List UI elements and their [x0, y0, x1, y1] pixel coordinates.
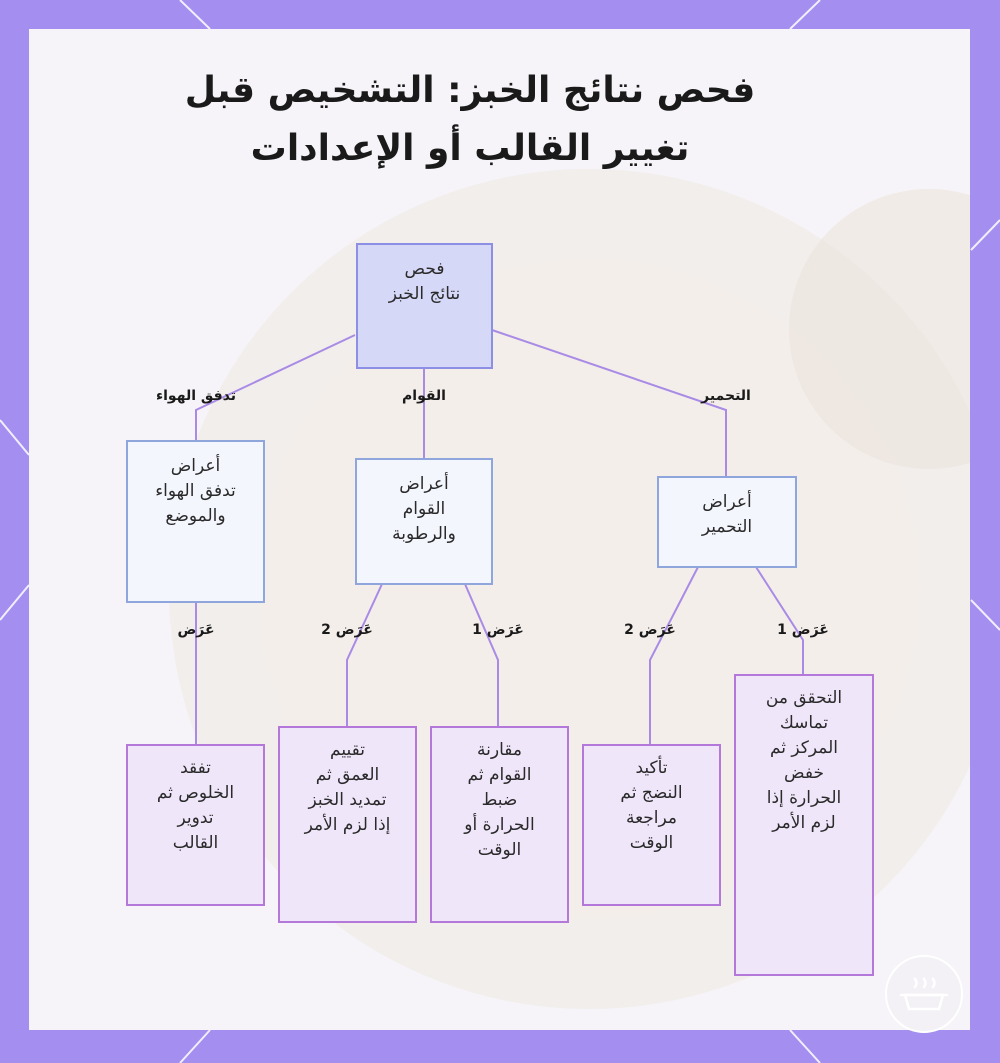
- edge-label-browning: التحمير: [701, 388, 751, 404]
- node-leaf-browning-1-label: التحقق من تماسك المركز ثم خفض الحرارة إذا لزم الأمر: [765, 688, 843, 833]
- node-leaf-texture-1: [430, 726, 569, 923]
- edge-label-texture-2: عَرَض 2: [321, 622, 373, 638]
- node-leaf-browning-1: [734, 674, 874, 976]
- node-leaf-texture-1-label: مقارنة القوام ثم ضبط الحرارة أو الوقت: [464, 740, 535, 860]
- node-root: [356, 243, 493, 369]
- node-root-label: فحص نتائج الخبز: [388, 259, 461, 304]
- node-texture: [355, 458, 493, 585]
- node-airflow-label: أعراض تدفق الهواء والموضع: [155, 456, 236, 526]
- node-leaf-airflow-label: تفقد الخلوص ثم تدوير القالب: [156, 758, 235, 853]
- page-title: فحص نتائج الخبز: التشخيص قبل تغيير القالب أو الإعدادات: [184, 70, 756, 169]
- node-leaf-browning-2: [582, 744, 721, 906]
- node-texture-label: أعراض القوام والرطوبة: [392, 474, 456, 544]
- node-leaf-texture-2-label: تقييم العمق ثم تمديد الخبز إذا لزم الأمر: [304, 740, 391, 835]
- node-browning: [657, 476, 797, 568]
- edge-label-texture: القوام: [402, 388, 446, 404]
- edge-label-airflow-symptom: عَرَض: [177, 622, 215, 638]
- edge-label-browning-2: عَرَض 2: [624, 622, 676, 638]
- node-leaf-airflow: [126, 744, 265, 906]
- node-leaf-texture-2: [278, 726, 417, 923]
- node-airflow: [126, 440, 265, 603]
- edge-label-airflow: تدفق الهواء: [155, 388, 237, 404]
- node-browning-label: أعراض التحمير: [701, 492, 753, 537]
- edge-label-texture-1: عَرَض 1: [472, 622, 524, 638]
- edge-label-browning-1: عَرَض 1: [777, 622, 829, 638]
- node-leaf-browning-2-label: تأكيد النضج ثم مراجعة الوقت: [620, 758, 683, 853]
- baking-dish-icon: [885, 955, 963, 1033]
